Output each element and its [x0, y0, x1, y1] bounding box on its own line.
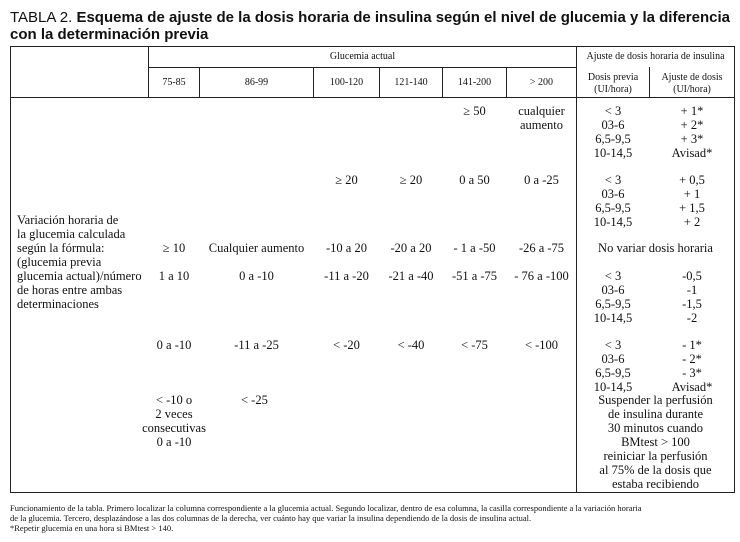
col-header-gt-200: > 200 [529, 77, 554, 88]
cell-r6-86-99: < -25 [241, 393, 268, 407]
footnote-line1: Funcionamiento de la tabla. Primero localizar la columna correspondiente a la glucemia actual. Segundo localizar, dentro de esa columna, la casilla correspondiente a la variación horaria [10, 503, 642, 513]
cell-r4-dosis-previa: < 3 03-6 6,5-9,5 10-14,5 [593, 269, 633, 325]
cell-r3-gt-200: -26 a -75 [518, 241, 565, 255]
cell-r4-75-85: 1 a 10 [158, 269, 190, 283]
divider [148, 67, 576, 68]
row-label-variacion: Variación horaria de la glucemia calculada según la fórmula: (glucemia previa glucemia actual)/número de horas entre ambas determinaciones [17, 213, 142, 311]
col-header-141-200: 141-200 [457, 77, 492, 88]
cell-r5-100-120: < -20 [333, 338, 360, 352]
cell-r1-dosis-previa: < 3 03-6 6,5-9,5 10-14,5 [593, 104, 633, 160]
cell-r5-ajuste: - 1* - 2* - 3* Avisad* [671, 338, 713, 394]
cell-r4-ajuste: -0,5 -1 -1,5 -2 [682, 269, 702, 325]
table-number: TABLA 2. [10, 9, 73, 26]
cell-r6-suspender: Suspender la perfusión de insulina durante 30 minutos cuando BMtest > 100 reiniciar la perfusión al 75% de la dosis que estaba recibiendo [598, 393, 713, 491]
cell-r3-no-variar: No variar dosis horaria [598, 241, 713, 255]
cell-r1-141-200: ≥ 50 [463, 104, 486, 118]
cell-r4-121-140: -21 a -40 [388, 269, 434, 283]
cell-r5-121-140: < -40 [397, 338, 425, 352]
cell-r1-ajuste: + 1* + 2* + 3* Avisad* [671, 104, 713, 160]
footnote-line2: de la glucemia. Tercero, desplazándose a las dos columnas de la derecha, ver cuánto hay que variar la insulina dependiendo de la dosis de insulina actual. [10, 513, 532, 523]
table-caption: Esquema de ajuste de la dosis horaria de insulina según el nivel de glucemia y la diferencia [76, 9, 730, 26]
col-header-dosis-previa: Dosis previa (UI/hora) [587, 72, 639, 95]
cell-r3-86-99: Cualquier aumento [208, 241, 305, 255]
cell-r3-141-200: - 1 a -50 [453, 241, 496, 255]
cell-r2-ajuste: + 0,5 + 1 + 1,5 + 2 [679, 173, 705, 229]
cell-r4-100-120: -11 a -20 [324, 269, 369, 283]
cell-r4-141-200: -51 a -75 [451, 269, 498, 283]
header-glucemia-actual: Glucemia actual [329, 51, 396, 62]
footnote-line3: *Repetir glucemia en una hora si BMtest > 140. [10, 523, 174, 533]
cell-r4-gt-200: - 76 a -100 [514, 269, 569, 283]
col-header-75-85: 75-85 [162, 77, 186, 88]
col-header-100-120: 100-120 [329, 77, 364, 88]
cell-r1-gt-200: cualquier aumento [518, 104, 565, 132]
cell-r5-86-99: -11 a -25 [234, 338, 279, 352]
cell-r5-dosis-previa: < 3 03-6 6,5-9,5 10-14,5 [593, 338, 633, 394]
cell-r5-141-200: < -75 [461, 338, 488, 352]
divider [11, 97, 734, 98]
col-header-86-99: 86-99 [244, 77, 269, 88]
cell-r4-86-99: 0 a -10 [239, 269, 274, 283]
col-header-ajuste-dosis: Ajuste de dosis (UI/hora) [661, 72, 723, 95]
cell-r3-100-120: -10 a 20 [326, 241, 367, 255]
col-header-121-140: 121-140 [394, 77, 428, 88]
cell-r3-121-140: -20 a 20 [390, 241, 432, 255]
header-ajuste-dosis: Ajuste de dosis horaria de insulina [586, 51, 725, 62]
insulin-table [10, 46, 735, 493]
cell-r5-75-85: 0 a -10 [156, 338, 192, 352]
table-caption-line2: con la determinación previa [10, 26, 209, 43]
cell-r3-75-85: ≥ 10 [162, 241, 186, 255]
cell-r2-dosis-previa: < 3 03-6 6,5-9,5 10-14,5 [593, 173, 633, 229]
table-title [10, 9, 735, 43]
cell-r6-75-85: < -10 o 2 veces consecutivas 0 a -10 [142, 393, 206, 449]
cell-r2-gt-200: 0 a -25 [524, 173, 559, 187]
cell-r2-121-140: ≥ 20 [399, 173, 423, 187]
cell-r2-100-120: ≥ 20 [335, 173, 358, 187]
cell-r2-141-200: 0 a 50 [459, 173, 490, 187]
cell-r5-gt-200: < -100 [524, 338, 559, 352]
